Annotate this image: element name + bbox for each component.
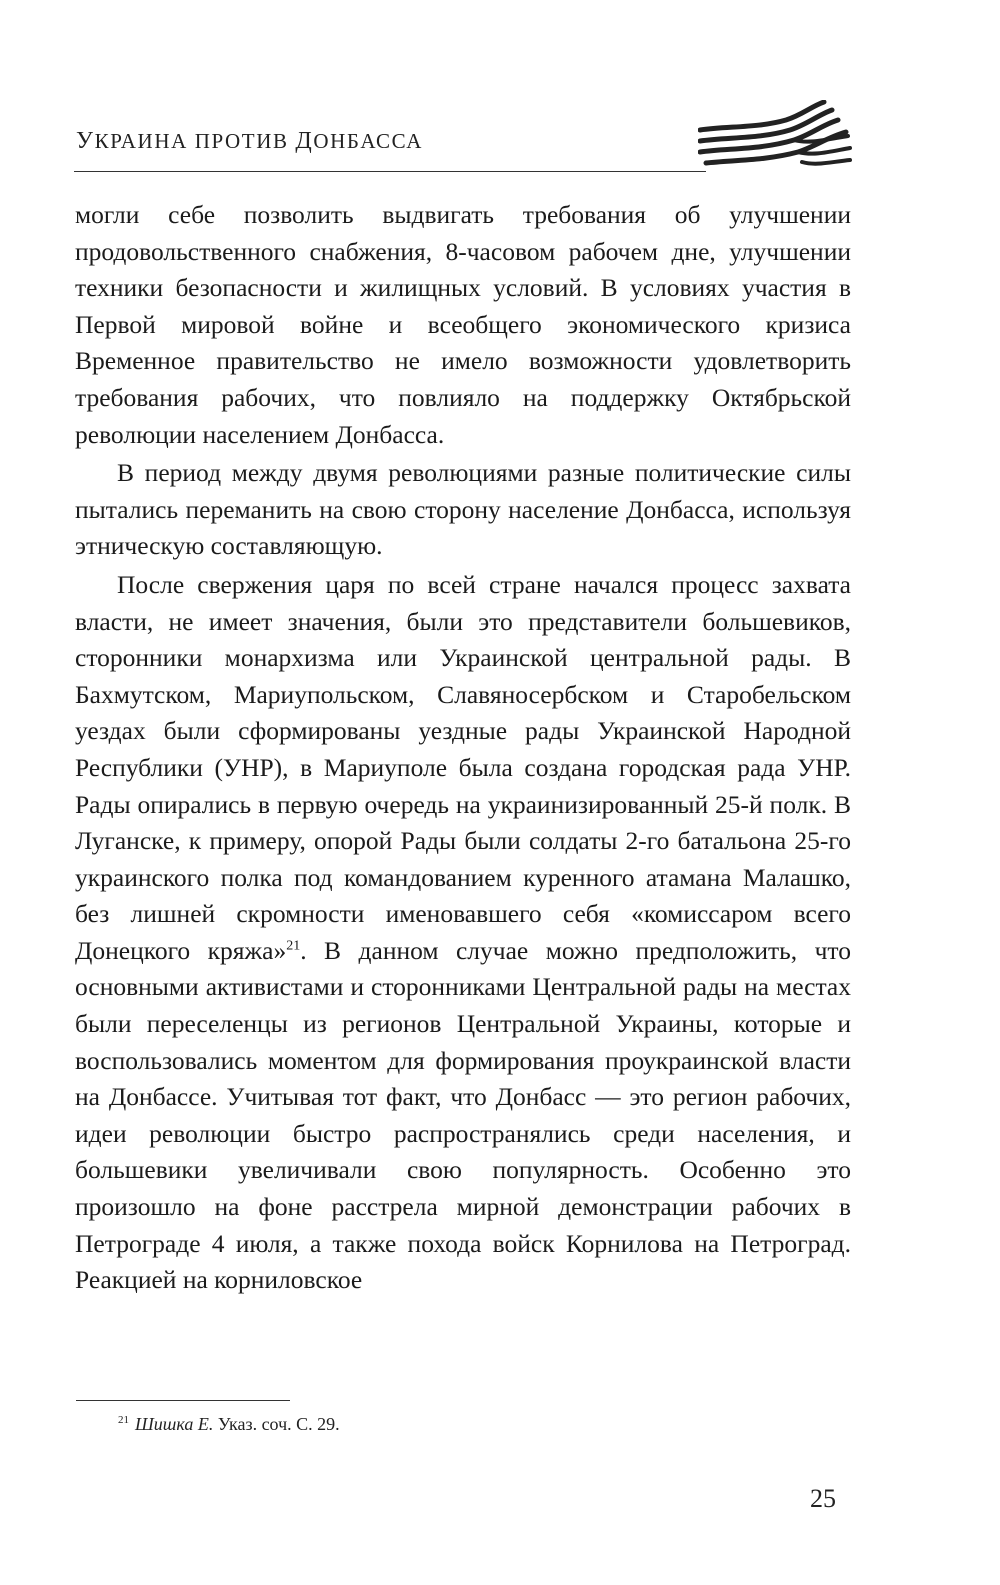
body-paragraph: В период между двумя революциями разные политические силы пытались переманить на свою сторону население Донбасса, используя этническую составляющую. — [75, 458, 851, 561]
ribbon-stripes-icon — [698, 100, 852, 172]
running-head — [76, 128, 423, 155]
footnote-number: 21 — [118, 1414, 129, 1426]
footnote-author: Шишка Е. — [135, 1414, 214, 1434]
footnote-text: Указ. соч. С. 29. — [217, 1414, 340, 1434]
footnote-reference[interactable]: 21 — [286, 938, 301, 954]
running-head-initial: У — [76, 128, 95, 154]
body-text: . В данном случае можно предположить, что основными активистами и сторонниками Центральной рады на местах были переселенцы из регионов Центральной Украины, которые и воспользовались моментом для формирования проукраинской власти на Донбассе. Учитывая тот факт, что Донбасс — это регион рабочих, идеи революции быстро распространялись среди населения, и большевики увеличивали свою популярность. Особенно это произошло на фоне расстрела мирной демонстрации рабочих в Петрограде 4 июля, а также похода войск Корнилова на Петроград. Реакцией на корниловское — [75, 935, 851, 1295]
footnote-rule — [76, 1400, 290, 1401]
running-head-text: ОНБАССА — [313, 129, 423, 153]
running-head-initial: Д — [295, 128, 314, 154]
page-number: 25 — [810, 1484, 836, 1513]
body-paragraph: могли себе позволить выдвигать требования об улучшении продовольственного снабжения, 8-часовом рабочем дне, улучшении техники безопасности и жилищных условий. В условиях участия в Первой мировой войне и всеобщего экономического кризиса Временное правительство не имело возможности удовлетворить требования рабочих, что повлияло на поддержку Октябрьской революции населением Донбасса. — [75, 200, 851, 449]
body-text: После свержения царя по всей стране начался процесс захвата власти, не имеет значения, были это представители большевиков, сторонники монархизма или Украинской центральной рады. В Бахмутском, Мариупольском, Славяносербском и Старобельском уездах были сформированы уездные рады Украинской Народной Республики (УНР), в Мариуполе была создана городская рада УНР. Рады опирались в первую очередь на украинизированный 25-й полк. В Луганске, к примеру, опорой Рады были солдаты 2-го батальона 25-го украинского полка под командованием куренного атамана Малашко, без лишней скромности именовавшего себя «комиссаром всего Донецкого кряжа» — [75, 569, 851, 965]
page-body — [75, 197, 851, 1299]
page-header — [70, 100, 850, 180]
body-paragraph — [75, 567, 851, 1299]
header-rule — [74, 171, 706, 172]
running-head-text: КРАИНА ПРОТИВ — [94, 129, 296, 153]
footnote — [118, 1414, 340, 1435]
